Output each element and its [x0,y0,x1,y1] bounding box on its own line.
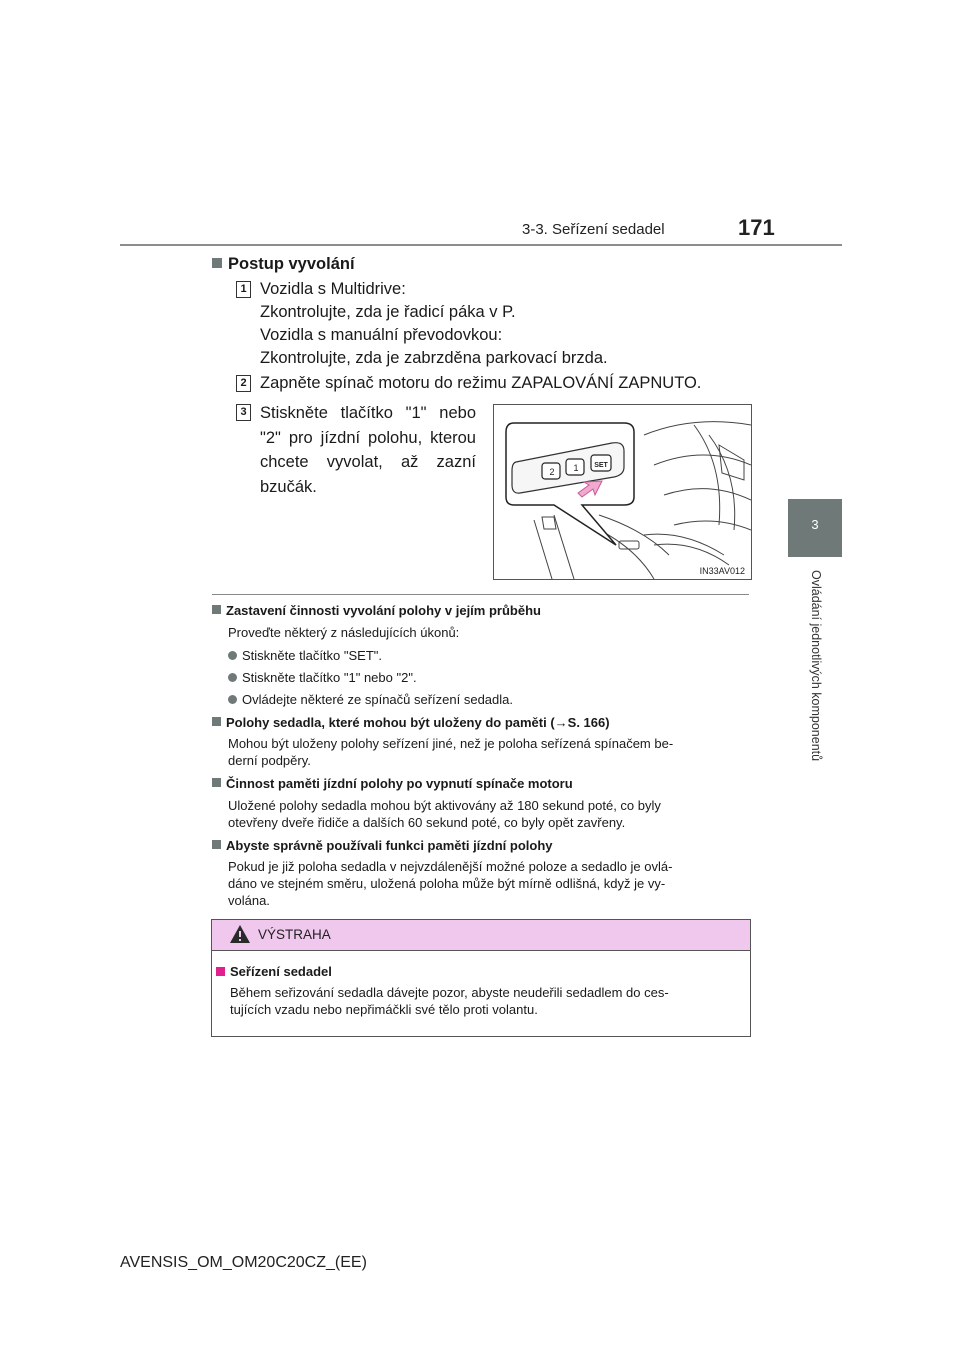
step-2-text: Zapněte spínač motoru do režimu ZAPALOVÁNÍ ZAPNUTO. [260,374,702,392]
step-badge-1: 1 [236,281,251,298]
chapter-number: 3 [811,517,819,532]
bullet-dot-icon [228,651,237,660]
note-2-line-1: Mohou být uloženy polohy seřízení jiné, než je poloha seřízená spínačem be- [228,736,674,751]
note-2-line-2: derní podpěry. [228,753,311,768]
warning-title: VÝSTRAHA [258,927,331,942]
note-1-body: Proveďte některý z následujících úkonů: [228,625,460,640]
illustration-svg [494,405,751,579]
procedure-heading [212,255,355,274]
note-1-heading [212,602,541,619]
note-3-line-1: Uložené polohy sedadla mohou být aktivovány až 180 sekund poté, co byly [228,798,661,813]
warning-line-2: tujících vzadu nebo nepřimáčkli své tělo proti volantu. [230,1002,538,1017]
square-bullet-icon [212,778,221,787]
section-divider [212,594,749,595]
note-4-line-2: dáno ve stejném směru, uložená poloha může být mírně odlišná, když je vy- [228,876,666,891]
seat-memory-illustration [493,404,752,580]
step-badge-2: 2 [236,375,251,392]
square-bullet-icon [212,258,222,268]
warning-triangle-icon [229,924,251,944]
step-1-line-4: Zkontrolujte, zda je zabrzděna parkovací brzda. [260,349,608,367]
warning-bullet-icon [216,967,225,976]
bullet-dot-icon [228,673,237,682]
note-1-bullet-3 [228,691,748,708]
bullet-dot-icon [228,695,237,704]
note-4-line-1: Pokud je již poloha sedadla v nejvzdálenější možné poloze a sedadlo je ovlá- [228,859,673,874]
note-3-heading-text: Činnost paměti jízdní polohy po vypnutí spínače motoru [226,776,573,791]
note-1-bullet-1-text: Stiskněte tlačítko "SET". [242,648,383,663]
note-3-line-2: otevřeny dveře řidiče a dalších 60 sekund poté, co byly opět zavřeny. [228,815,626,830]
chapter-label: Ovládání jednotlivých komponentů [809,570,823,762]
header-rule [120,244,842,246]
square-bullet-icon [212,840,221,849]
memory-button-1-label: 1 [573,463,579,473]
warning-line-1: Během seřizování sedadla dávejte pozor, abyste neudeřili sedadlem do ces- [230,985,669,1000]
warning-heading [216,963,332,980]
procedure-heading-text: Postup vyvolání [228,255,355,273]
memory-button-2-label: 2 [549,467,555,477]
note-2-heading-text: Polohy sedadla, které mohou být uloženy do paměti (→S. 166) [226,715,610,730]
note-4-line-3: volána. [228,893,270,908]
note-4-heading [212,837,553,854]
warning-box [211,919,751,1037]
step-badge-3: 3 [236,404,251,421]
warning-heading-text: Seřízení sedadel [230,964,332,979]
note-1-bullet-2-text: Stiskněte tlačítko "1" nebo "2". [242,670,417,685]
note-2-heading [212,714,610,731]
page-number: 171 [738,215,775,240]
step-1-line-3: Vozidla s manuální převodovkou: [260,326,503,344]
step-1-line-1: Vozidla s Multidrive: [260,280,406,298]
set-button-label: SET [594,462,608,469]
square-bullet-icon [212,605,221,614]
note-4-heading-text: Abyste správně používali funkci paměti jízdní polohy [226,838,553,853]
note-1-bullet-2 [228,669,748,686]
step-3-text: Stiskněte tlačítko "1" nebo "2" pro jízdní polohu, kterou chcete vyvolat, až zazní bzučák. [260,404,476,496]
square-bullet-icon [212,717,221,726]
step-1-line-2: Zkontrolujte, zda je řadicí páka v P. [260,303,516,321]
note-1-bullet-1 [228,647,748,664]
document-id: AVENSIS_OM_OM20C20CZ_(EE) [120,1254,367,1271]
figure-code: IN33AV012 [699,566,745,576]
note-1-bullet-3-text: Ovládejte některé ze spínačů seřízení sedadla. [242,692,513,707]
section-title: 3-3. Seřízení sedadel [522,221,665,238]
note-1-heading-text: Zastavení činnosti vyvolání polohy v jejím průběhu [226,603,541,618]
warning-header [212,920,750,951]
note-3-heading [212,775,573,792]
